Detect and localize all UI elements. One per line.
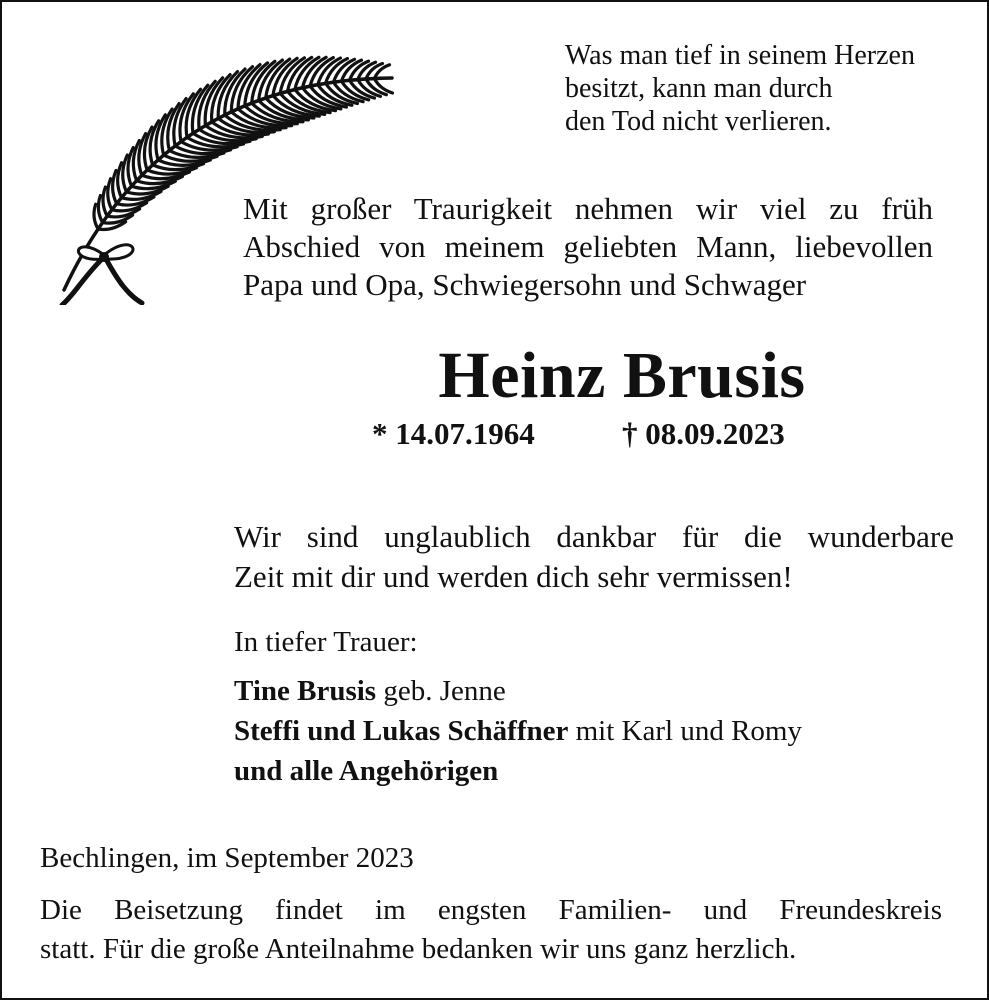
gratitude-line: Wir sind unglaublich dankbar für die wunderbare — [234, 519, 954, 554]
mourner-entry — [234, 711, 954, 751]
quote-line: besitzt, kann man durch — [565, 73, 833, 104]
birth-date: * 14.07.1964 — [372, 416, 535, 451]
mourner-name: Steffi und Lukas Schäffner — [234, 715, 569, 747]
announcement-line: Mit großer Traurigkeit nehmen wir viel zu früh — [243, 191, 933, 226]
place-and-date: Bechlingen, im September 2023 — [40, 842, 414, 874]
funeral-line: statt. Für die große Anteilnahme bedanken wir uns ganz herzlich. — [40, 933, 797, 965]
mourner-detail: geb. Jenne — [376, 675, 506, 707]
mourner-name: Tine Brusis — [234, 675, 377, 707]
quote-line: Was man tief in seinem Herzen — [565, 40, 915, 71]
mourner-entry — [234, 671, 954, 711]
announcement-line: Abschied von meinem geliebten Mann, liebevollen — [243, 229, 933, 264]
gratitude-text — [234, 517, 954, 597]
mourner-entry — [234, 751, 954, 791]
memorial-quote — [565, 39, 955, 138]
mourner-detail: mit Karl und Romy — [568, 715, 802, 747]
deceased-name: Heinz Brusis — [438, 339, 806, 412]
announcement-text — [243, 190, 933, 304]
mourners-heading: In tiefer Trauer: — [234, 626, 418, 658]
mourners-list — [234, 622, 954, 791]
quote-line: den Tod nicht verlieren. — [565, 106, 832, 137]
announcement-line: Papa und Opa, Schwiegersohn und Schwager — [243, 267, 807, 302]
gratitude-line: Zeit mit dir und werden dich sehr vermissen! — [234, 559, 793, 594]
death-date: † 08.09.2023 — [622, 416, 785, 451]
mourner-name: und alle Angehörigen — [234, 755, 499, 787]
funeral-note — [40, 891, 942, 969]
funeral-line: Die Beisetzung findet im engsten Familien- und Freundeskreis — [40, 894, 942, 926]
